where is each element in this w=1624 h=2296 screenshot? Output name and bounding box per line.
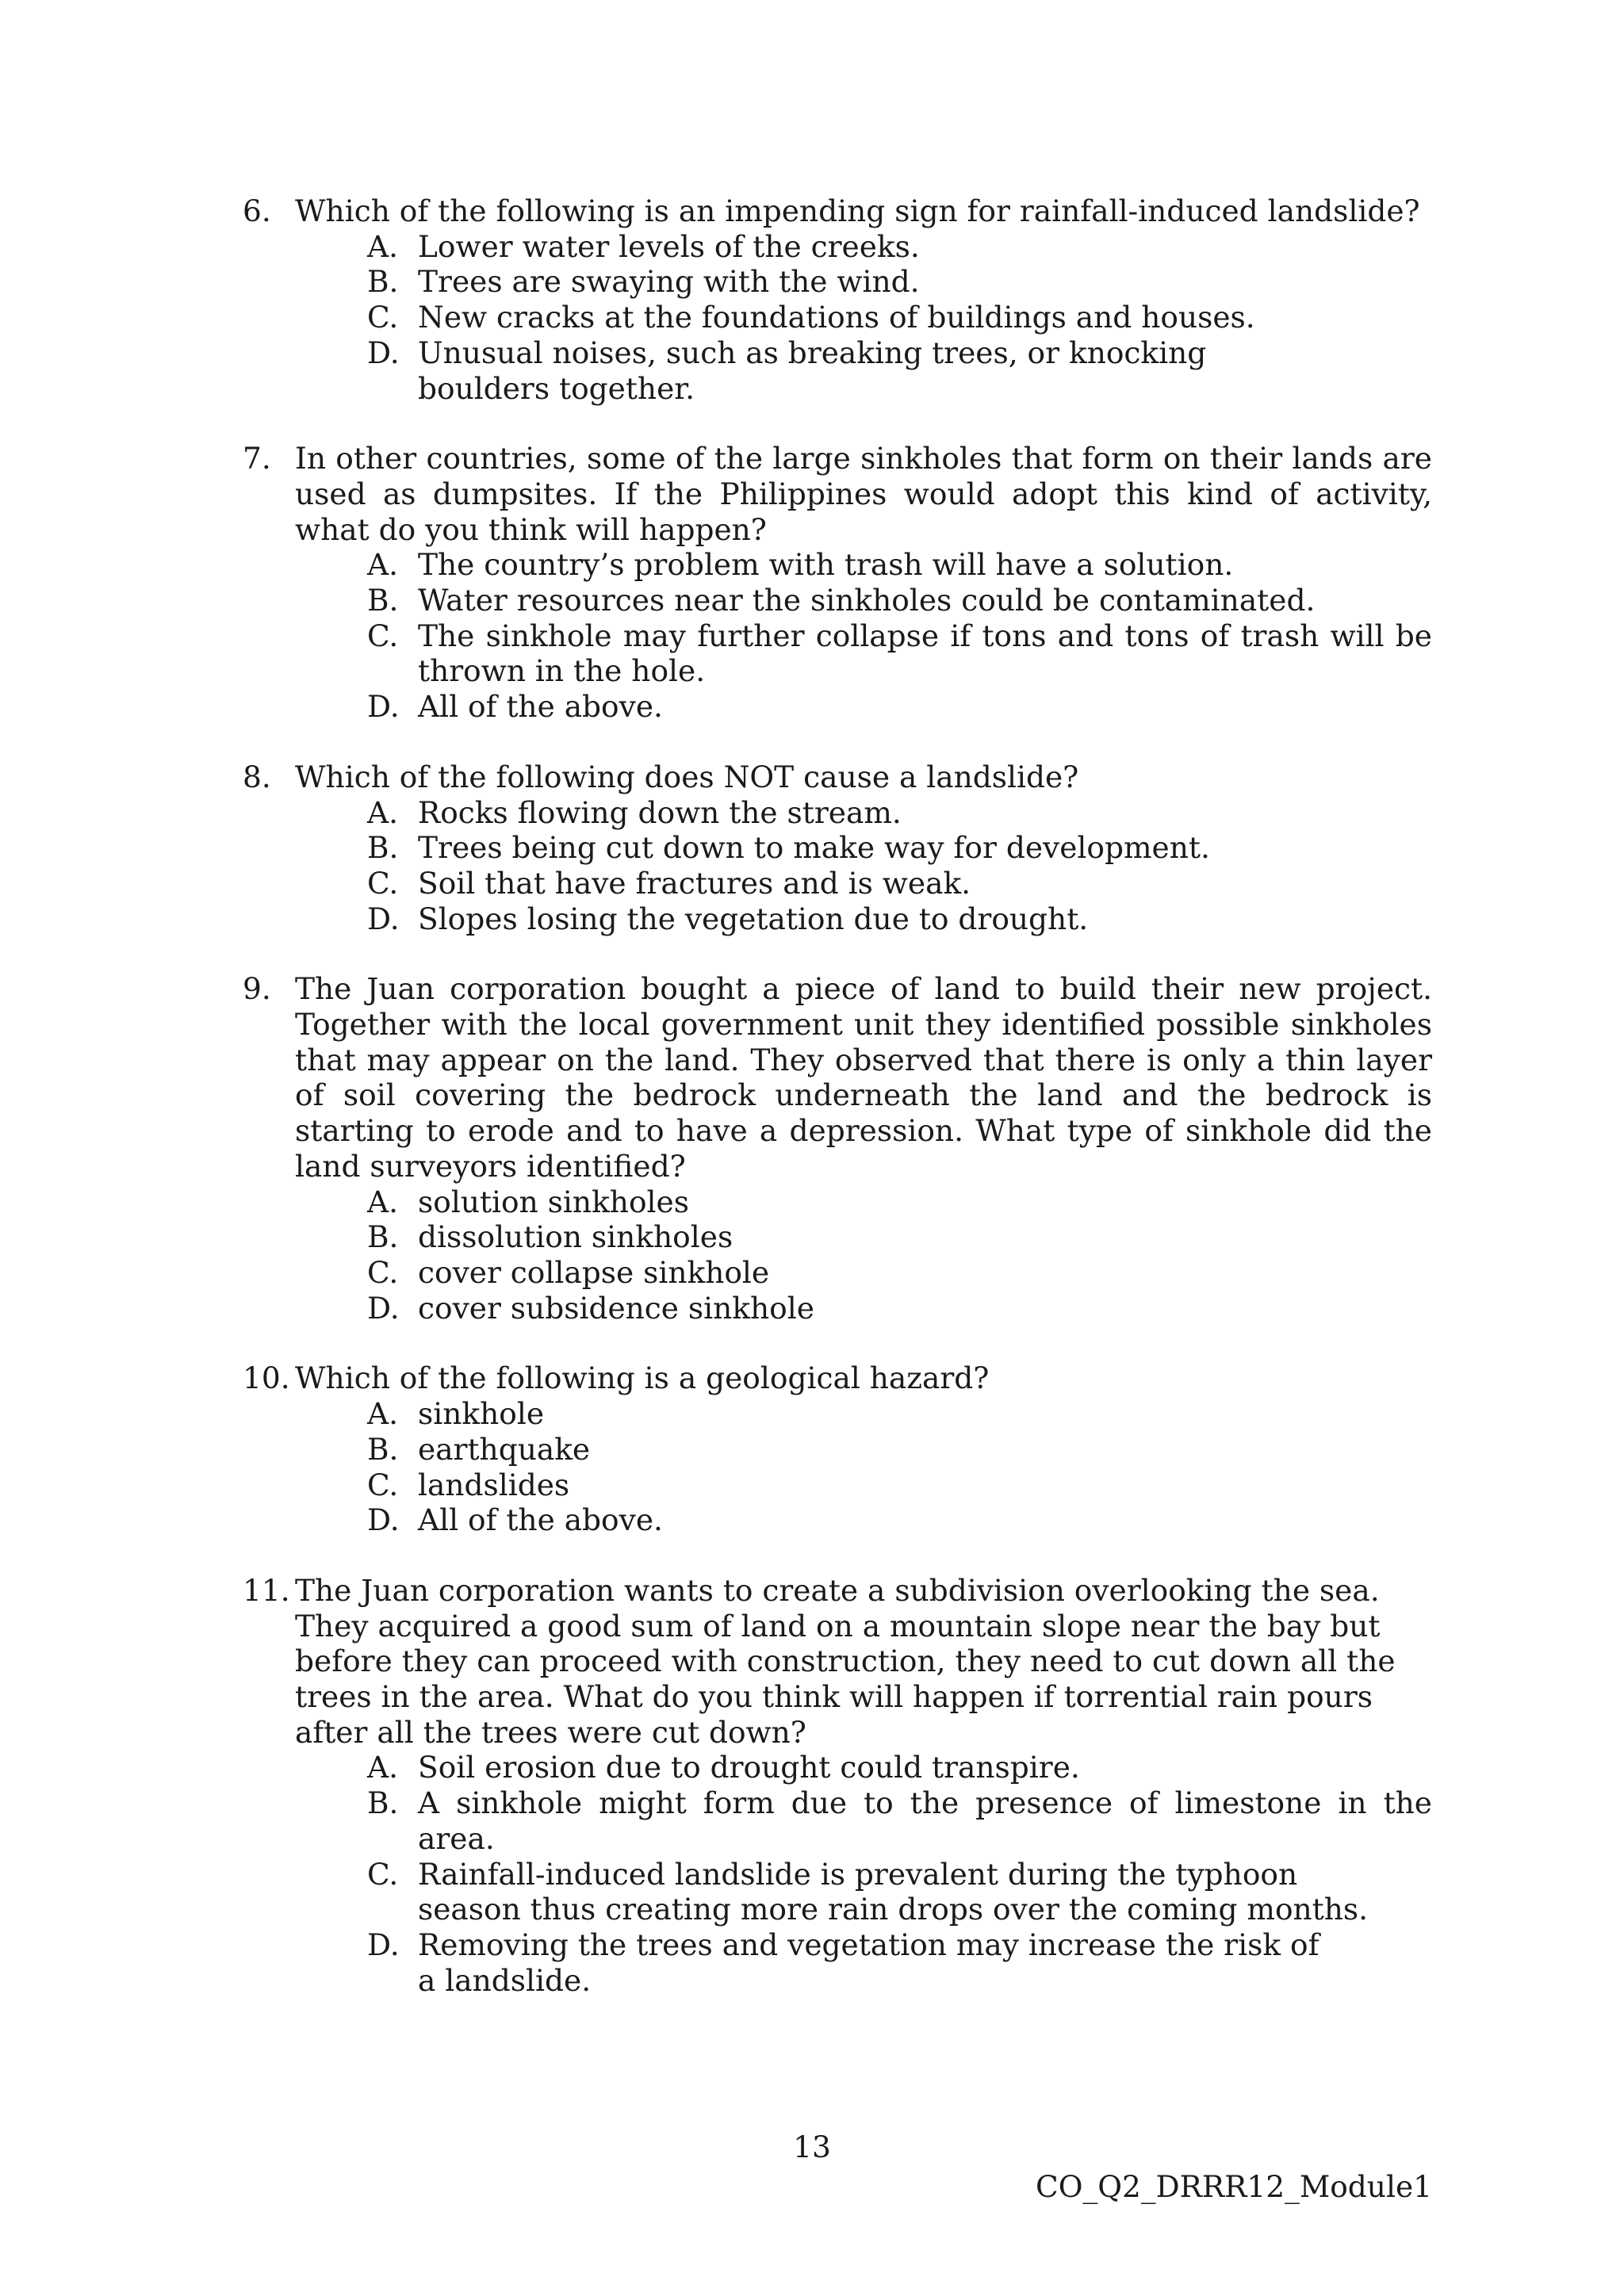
question-number: 8. xyxy=(243,759,271,794)
option-text: Removing the trees and vegetation may increase the risk of a landslide. xyxy=(418,1927,1320,1998)
question-text: Which of the following is an impending sign for rainfall-induced landslide? xyxy=(295,193,1420,228)
option-c xyxy=(243,1857,1432,1927)
option-a xyxy=(243,229,1432,265)
option-list xyxy=(243,229,1432,407)
option-b xyxy=(243,583,1432,618)
option-text: Slopes losing the vegetation due to drought. xyxy=(418,901,1089,936)
option-d xyxy=(243,689,1432,725)
option-letter: C. xyxy=(367,1856,399,1892)
option-letter: A. xyxy=(367,1750,399,1785)
option-letter: A. xyxy=(367,1184,399,1219)
option-c xyxy=(243,1468,1432,1503)
option-letter: D. xyxy=(367,689,400,725)
option-text: Trees being cut down to make way for development. xyxy=(418,830,1210,866)
option-b xyxy=(243,1785,1432,1856)
option-list xyxy=(243,1184,1432,1326)
question-text: The Juan corporation bought a piece of land to build their new project. Together with the local government unit they identified possible sinkholes that may appear on the land. They observed that there is only a thin layer of soil covering the bedrock underneath the land and the bedrock is starting to erode and to have a depression. What type of sinkhole did the land surveyors identified? xyxy=(295,971,1432,1184)
option-letter: A. xyxy=(367,1396,399,1432)
question-stem xyxy=(243,441,1432,547)
option-text: A sinkhole might form due to the presence of limestone in the area. xyxy=(418,1785,1432,1856)
option-text: All of the above. xyxy=(418,689,663,725)
option-list xyxy=(243,1396,1432,1538)
option-d xyxy=(243,901,1432,937)
question-stem xyxy=(243,971,1432,1184)
question-number: 10. xyxy=(243,1360,290,1396)
option-a xyxy=(243,547,1432,583)
option-letter: B. xyxy=(367,1219,399,1255)
option-letter: D. xyxy=(367,901,400,936)
page-number: 13 xyxy=(793,2130,831,2164)
option-text: Lower water levels of the creeks. xyxy=(418,228,920,264)
option-b xyxy=(243,830,1432,866)
question-stem xyxy=(243,1360,1432,1396)
option-text: Unusual noises, such as breaking trees, or knocking boulders together. xyxy=(418,335,1207,406)
question-8 xyxy=(243,760,1432,937)
option-b xyxy=(243,1219,1432,1255)
question-text: Which of the following is a geological hazard? xyxy=(295,1360,990,1396)
option-text: Soil erosion due to drought could transpire. xyxy=(418,1750,1080,1785)
option-c xyxy=(243,1255,1432,1291)
question-stem xyxy=(243,760,1432,795)
option-text: The sinkhole may further collapse if tons and tons of trash will be thrown in the hole. xyxy=(418,618,1432,689)
option-text: Rocks flowing down the stream. xyxy=(418,794,902,830)
option-text: New cracks at the foundations of buildings and houses. xyxy=(418,300,1255,335)
question-text: Which of the following does NOT cause a landslide? xyxy=(295,759,1079,794)
option-text: landslides xyxy=(418,1467,570,1502)
question-7 xyxy=(243,441,1432,725)
option-c xyxy=(243,866,1432,901)
option-letter: C. xyxy=(367,1254,399,1290)
option-b xyxy=(243,264,1432,300)
option-letter: A. xyxy=(367,547,399,583)
option-letter: B. xyxy=(367,264,399,300)
option-list xyxy=(243,547,1432,725)
question-6 xyxy=(243,193,1432,406)
question-number: 7. xyxy=(243,441,271,476)
option-letter: D. xyxy=(367,335,400,370)
option-text: sinkhole xyxy=(418,1396,545,1432)
option-a xyxy=(243,1396,1432,1432)
question-text: The Juan corporation wants to create a subdivision overlooking the sea. They acquired a good sum of land on a mountain slope near the bay but before they can proceed with construction, they need to cut down all the trees in the area. What do you think will happen if torrential rain pours after all the trees were cut down? xyxy=(295,1572,1396,1750)
question-stem xyxy=(243,193,1432,229)
option-text: cover collapse sinkhole xyxy=(418,1254,770,1290)
option-text: Water resources near the sinkholes could be contaminated. xyxy=(418,583,1316,618)
question-stem xyxy=(243,1573,1432,1751)
option-letter: D. xyxy=(367,1502,400,1538)
option-letter: C. xyxy=(367,1467,399,1502)
option-letter: D. xyxy=(367,1927,400,1962)
option-list xyxy=(243,1750,1432,1998)
question-text: In other countries, some of the large sinkholes that form on their lands are used as dumpsites. If the Philippines would adopt this kind of activity, what do you think will happen? xyxy=(295,441,1432,547)
option-letter: C. xyxy=(367,618,399,653)
question-list xyxy=(243,193,1432,2033)
option-c xyxy=(243,618,1432,689)
question-11 xyxy=(243,1573,1432,1998)
option-list xyxy=(243,795,1432,937)
option-a xyxy=(243,1184,1432,1220)
option-d xyxy=(243,1502,1432,1538)
option-text: All of the above. xyxy=(418,1502,663,1538)
option-text: dissolution sinkholes xyxy=(418,1219,733,1255)
option-text: cover subsidence sinkhole xyxy=(418,1290,814,1326)
question-number: 11. xyxy=(243,1572,290,1608)
option-letter: A. xyxy=(367,228,399,264)
option-a xyxy=(243,795,1432,831)
question-number: 6. xyxy=(243,193,271,228)
option-text: earthquake xyxy=(418,1431,591,1467)
option-letter: B. xyxy=(367,830,399,866)
question-10 xyxy=(243,1360,1432,1538)
option-text: The country’s problem with trash will have a solution. xyxy=(418,547,1234,583)
option-a xyxy=(243,1750,1432,1785)
option-text: Rainfall-induced landslide is prevalent during the typhoon season thus creating more rain drops over the coming months. xyxy=(418,1856,1369,1927)
option-letter: A. xyxy=(367,794,399,830)
option-letter: D. xyxy=(367,1290,400,1326)
question-number: 9. xyxy=(243,971,271,1007)
option-b xyxy=(243,1432,1432,1468)
option-text: Soil that have fractures and is weak. xyxy=(418,865,971,901)
option-letter: B. xyxy=(367,1431,399,1467)
option-letter: C. xyxy=(367,300,399,335)
module-code: CO_Q2_DRRR12_Module1 xyxy=(1036,2169,1432,2204)
option-d xyxy=(243,1927,1432,1998)
option-letter: C. xyxy=(367,865,399,901)
option-c xyxy=(243,300,1432,335)
option-letter: B. xyxy=(367,1785,399,1821)
option-text: Trees are swaying with the wind. xyxy=(418,264,920,300)
option-letter: B. xyxy=(367,583,399,618)
question-9 xyxy=(243,971,1432,1326)
option-d xyxy=(243,335,1432,406)
option-text: solution sinkholes xyxy=(418,1184,689,1219)
option-d xyxy=(243,1291,1432,1326)
